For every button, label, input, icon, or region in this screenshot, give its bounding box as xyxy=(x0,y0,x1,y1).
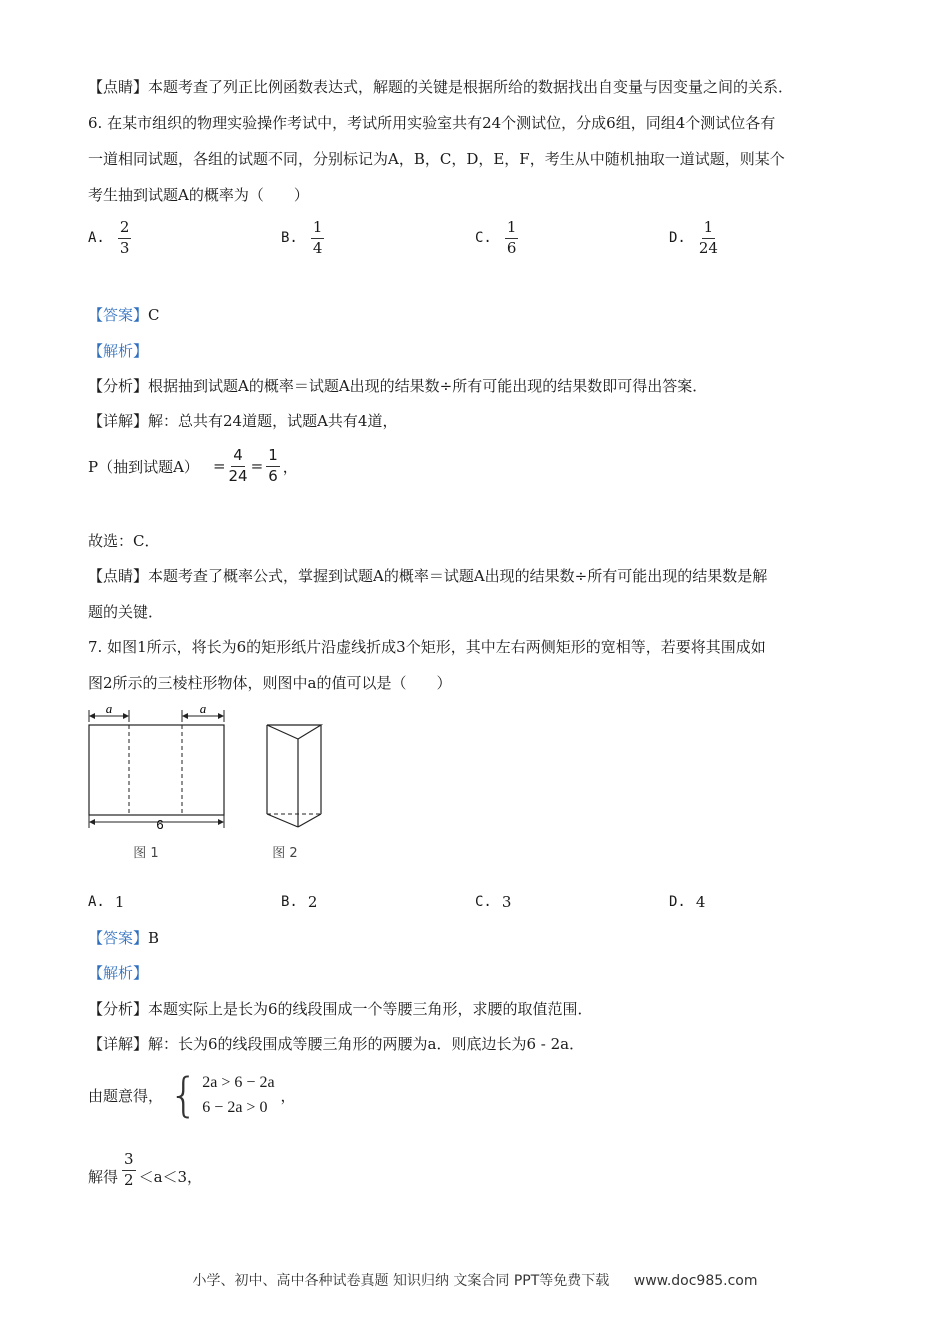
prev-comment: 【点睛】本题考查了列正比例函数表达式，解题的关键是根据所给的数据找出自变量与因变量之间的关系． xyxy=(88,78,794,96)
q6-fenxi: 【分析】根据抽到试题A的概率＝试题A出现的结果数÷所有可能出现的结果数即可得出答案． xyxy=(88,377,708,395)
option-value: 4 xyxy=(695,893,706,911)
q7-xiangjie: 【详解】解：长为6的线段围成等腰三角形的两腰为a．则底边长为6 - 2a． xyxy=(88,1035,585,1053)
q6-dianjing-2: 题的关键． xyxy=(88,603,164,621)
q6-conclusion: 故选：C． xyxy=(88,532,160,550)
q6-option-a xyxy=(88,220,134,257)
q7-option-b xyxy=(281,893,317,911)
equals-sign: = xyxy=(212,457,226,476)
option-label: C. xyxy=(475,894,492,910)
probability-label: P（抽到试题A） xyxy=(88,457,199,476)
inequality-2: 6 − 2a > 0 xyxy=(202,1099,268,1116)
option-fraction: $\frac{1}{24}$ xyxy=(698,218,718,257)
q7-option-d xyxy=(669,893,705,911)
option-value: 1 xyxy=(114,893,125,911)
system-intro: 由题意得， xyxy=(88,1086,164,1105)
answer-value: C xyxy=(148,306,160,324)
dim-a-left: a xyxy=(105,701,113,716)
figure-1-caption: 图 1 xyxy=(133,846,159,861)
inequality-1: 2a > 6 − 2a xyxy=(202,1074,275,1091)
q7-option-c xyxy=(475,893,511,911)
answer-value: B xyxy=(148,929,160,947)
option-fraction: $\frac{2}{3}$ xyxy=(119,218,130,257)
option-label: C. xyxy=(475,230,492,247)
comma: ， xyxy=(280,1086,296,1105)
footer-site[interactable]: www.doc985.com xyxy=(633,1273,758,1289)
option-value: 3 xyxy=(501,893,512,911)
solution-intro: 解得 xyxy=(88,1167,119,1186)
figure-2-caption: 图 2 xyxy=(272,846,298,861)
q7-inequality-system xyxy=(88,1070,296,1120)
q7-analysis-tag: 【解析】 xyxy=(88,964,149,982)
option-label: A. xyxy=(88,230,105,247)
q7-option-a xyxy=(88,893,124,911)
left-brace-icon: { xyxy=(169,1068,199,1122)
q7-line-2: 图2所示的三棱柱形物体，则图中a的值可以是（ ） xyxy=(88,674,452,692)
q6-option-d xyxy=(669,220,721,257)
q7-line-1: 7. 如图1所示，将长为6的矩形纸片沿虚线折成3个矩形，其中左右两侧矩形的宽相等，若要将其围成如 xyxy=(88,638,766,656)
q6-option-b xyxy=(281,220,327,257)
option-label: A. xyxy=(88,894,105,910)
figure-2-prism xyxy=(258,715,338,870)
option-label: D. xyxy=(669,894,686,910)
q6-probability-equation xyxy=(88,448,298,485)
q6-line-1: 6. 在某市组织的物理实验操作考试中，考试所用实验室共有24个测试位，分成6组，同组4个测试位各有 xyxy=(88,114,776,132)
option-label: B. xyxy=(281,894,298,910)
q6-dianjing-1: 【点睛】本题考查了概率公式，掌握到试题A的概率＝试题A出现的结果数÷所有可能出现的结果数是解 xyxy=(88,567,768,585)
option-fraction: $\frac{1}{4}$ xyxy=(312,218,323,257)
q6-option-c xyxy=(475,220,521,257)
q6-analysis-tag: 【解析】 xyxy=(88,342,149,360)
option-fraction: $\frac{1}{6}$ xyxy=(506,218,517,257)
answer-tag: 【答案】 xyxy=(88,929,149,947)
q6-xiangjie: 【详解】解：总共有24道题，试题A共有4道， xyxy=(88,412,398,430)
dim-a-right: a xyxy=(199,701,207,716)
fraction-1-6: $\frac{1}{6}$ xyxy=(268,446,278,485)
option-label: D. xyxy=(669,230,686,247)
q6-answer xyxy=(88,305,160,325)
answer-tag: 【答案】 xyxy=(88,306,149,324)
option-value: 2 xyxy=(307,893,318,911)
page-footer xyxy=(0,1270,950,1290)
dim-length-6: 6 xyxy=(156,817,164,832)
q7-fenxi: 【分析】本题实际上是长为6的线段围成一个等腰三角形，求腰的取值范围． xyxy=(88,1000,593,1018)
fraction-3-2: $\frac{3}{2}$ xyxy=(124,1150,134,1189)
fraction-4-24: $\frac{4}{24}$ xyxy=(228,446,248,485)
solution-range: ＜a＜3， xyxy=(138,1167,203,1186)
q6-line-3: 考生抽到试题A的概率为（ ） xyxy=(88,186,309,204)
equals-sign: = xyxy=(250,457,264,476)
q6-line-2: 一道相同试题，各组的试题不同，分别标记为A，B，C，D，E，F，考生从中随机抽取一道试题，则某个 xyxy=(88,150,785,168)
q7-answer xyxy=(88,928,159,948)
option-label: B. xyxy=(281,230,298,247)
footer-text: 小学、初中、高中各种试卷真题 知识归纳 文案合同 PPT等免费下载 xyxy=(192,1273,610,1289)
figure-1-rectangle xyxy=(80,700,240,870)
q7-solution xyxy=(88,1152,202,1189)
comma: ， xyxy=(282,457,298,476)
